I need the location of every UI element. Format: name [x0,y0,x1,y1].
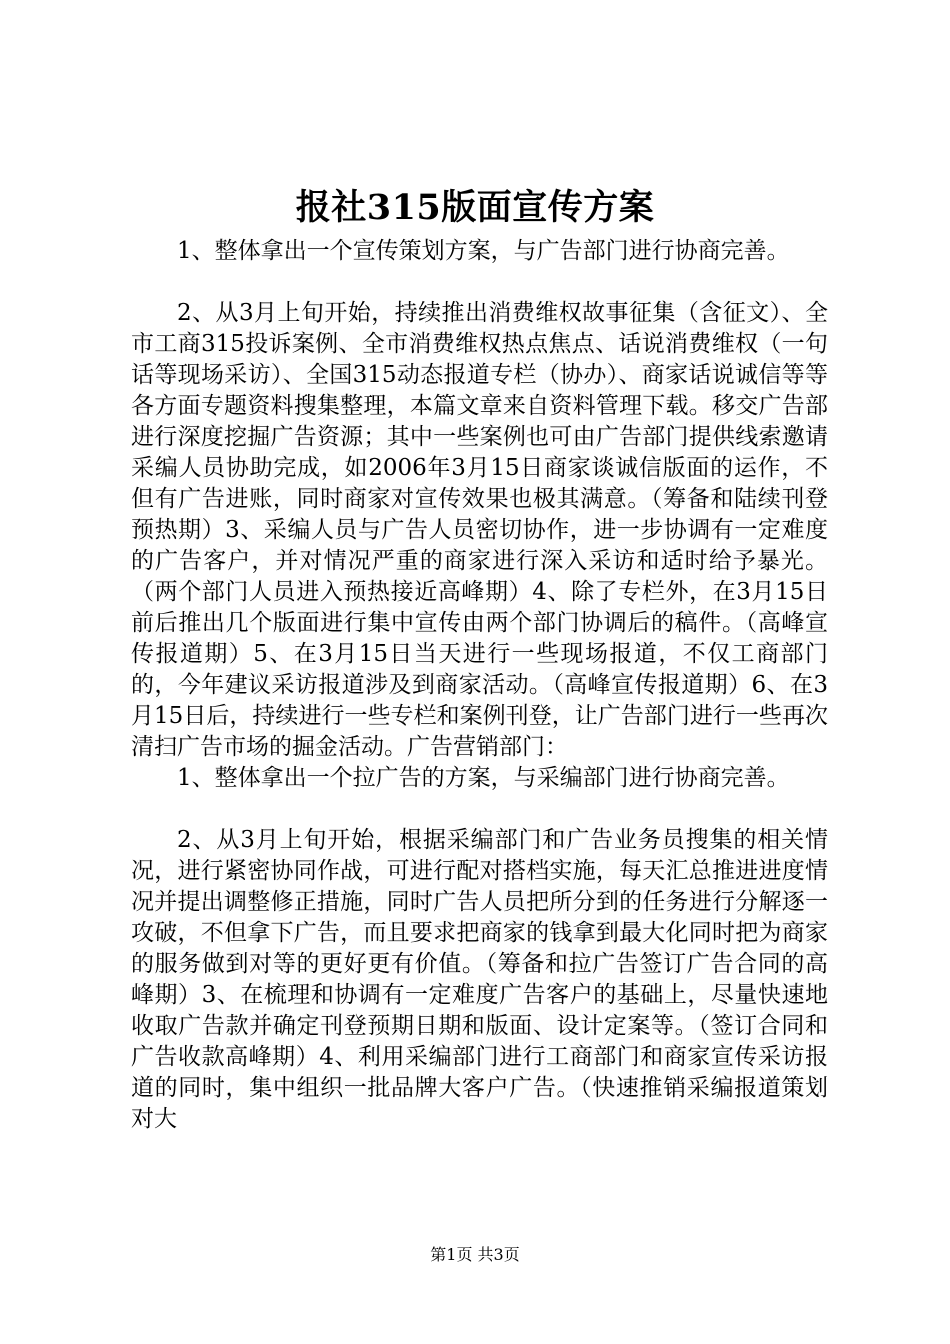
page-footer: 第1页 共3页 [430,1245,520,1264]
document-body [131,236,828,1135]
paragraph-1: 1、整体拿出一个宣传策划方案，与广告部门进行协商完善。 [177,238,790,264]
paragraph-3: 1、整体拿出一个拉广告的方案，与采编部门进行协商完善。 [177,765,790,791]
paragraph-4: 2、从3月上旬开始，根据采编部门和广告业务员搜集的相关情况，进行紧密协同作战，可进行配对搭档实施，每天汇总推进进度情况并提出调整修正措施，同时广告人员把所分到的任务进行分解逐一攻破，不但拿下广告，而且要求把商家的钱拿到最大化同时把为商家的服务做到对等的更好更有价值。（筹备和拉广告签订广告合同的高峰期）3、在梳理和协调有一定难度广告客户的基础上，尽量快速地收取广告款并确定刊登预期日期和版面、设计定案等。（签订合同和广告收款高峰期）4、利用采编部门进行工商部门和商家宣传采访报道的同时，集中组织一批品牌大客户广告。（快速推销采编报道策划对大 [131,827,828,1132]
paragraph-gap [131,267,828,298]
paragraph-2: 2、从3月上旬开始，持续推出消费维权故事征集（含征文）、全市工商315投诉案例、全市消费维权热点焦点、话说消费维权（一句话等现场采访）、全国315动态报道专栏（协办）、商家话说诚信等等各方面专题资料搜集整理，本篇文章来自资料管理下载。移交广告部进行深度挖掘广告资源；其中一些案例也可由广告部门提供线索邀请采编人员协助完成，如2006年3月15日商家谈诚信版面的运作，不但有广告进账，同时商家对宣传效果也极其满意。（筹备和陆续刊登预热期）3、采编人员与广告人员密切协作，进一步协调有一定难度的广告客户，并对情况严重的商家进行深入采访和适时给予暴光。（两个部门人员进入预热接近高峰期）4、除了专栏外，在3月15日前后推出几个版面进行集中宣传由两个部门协调后的稿件。（高峰宣传报道期）5、在3月15日当天进行一些现场报道，不仅工商部门的，今年建议采访报道涉及到商家活动。（高峰宣传报道期）6、在3月15日后，持续进行一些专栏和案例刊登，让广告部门进行一些再次清扫广告市场的掘金活动。广告营销部门： [131,300,828,760]
paragraph-gap [131,794,828,825]
document-title: 报社315版面宣传方案 [295,187,655,228]
